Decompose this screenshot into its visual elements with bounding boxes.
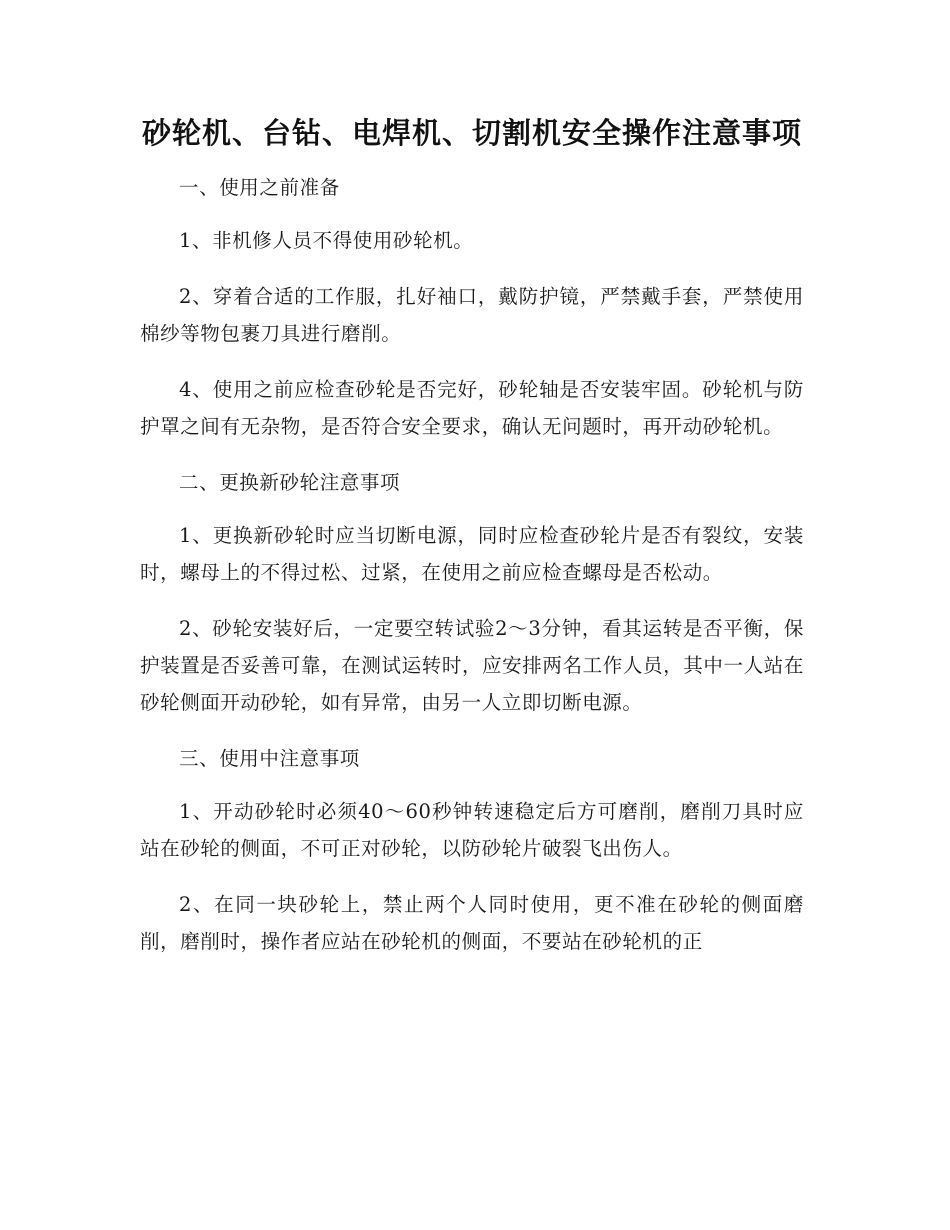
section-heading-replace-wheel: 二、更换新砂轮注意事项: [179, 471, 401, 494]
document-page: [140, 112, 804, 979]
section-heading-in-use: 三、使用中注意事项: [179, 747, 360, 770]
document-title: 砂轮机、台钻、电焊机、切割机安全操作注意事项: [141, 116, 802, 150]
paragraph: 2、在同一块砂轮上，禁止两个人同时使用，更不准在砂轮的侧面磨削，磨削时，操作者应站在砂轮机的侧面，不要站在砂轮机的正: [140, 893, 804, 953]
document-body: [140, 169, 804, 960]
paragraph: 4、使用之前应检查砂轮是否完好，砂轮轴是否安装牢固。砂轮机与防护罩之间有无杂物，是否符合安全要求，确认无问题时，再开动砂轮机。: [140, 378, 804, 438]
paragraph: 1、非机修人员不得使用砂轮机。: [179, 229, 474, 252]
section-heading-preparation: 一、使用之前准备: [179, 176, 340, 199]
paragraph: 2、砂轮安装好后，一定要空转试验2～3分钟，看其运转是否平衡，保护装置是否妥善可靠，在测试运转时，应安排两名工作人员，其中一人站在砂轮侧面开动砂轮，如有异常，由另一人立即切断电源。: [140, 617, 804, 714]
paragraph: 1、更换新砂轮时应当切断电源，同时应检查砂轮片是否有裂纹，安装时，螺母上的不得过松、过紧，在使用之前应检查螺母是否松动。: [140, 524, 804, 584]
paragraph: 1、开动砂轮时必须40～60秒钟转速稳定后方可磨削，磨削刀具时应站在砂轮的侧面，不可正对砂轮，以防砂轮片破裂飞出伤人。: [140, 800, 804, 860]
paragraph: 2、穿着合适的工作服，扎好袖口，戴防护镜，严禁戴手套，严禁使用棉纱等物包裹刀具进行磨削。: [140, 285, 804, 345]
